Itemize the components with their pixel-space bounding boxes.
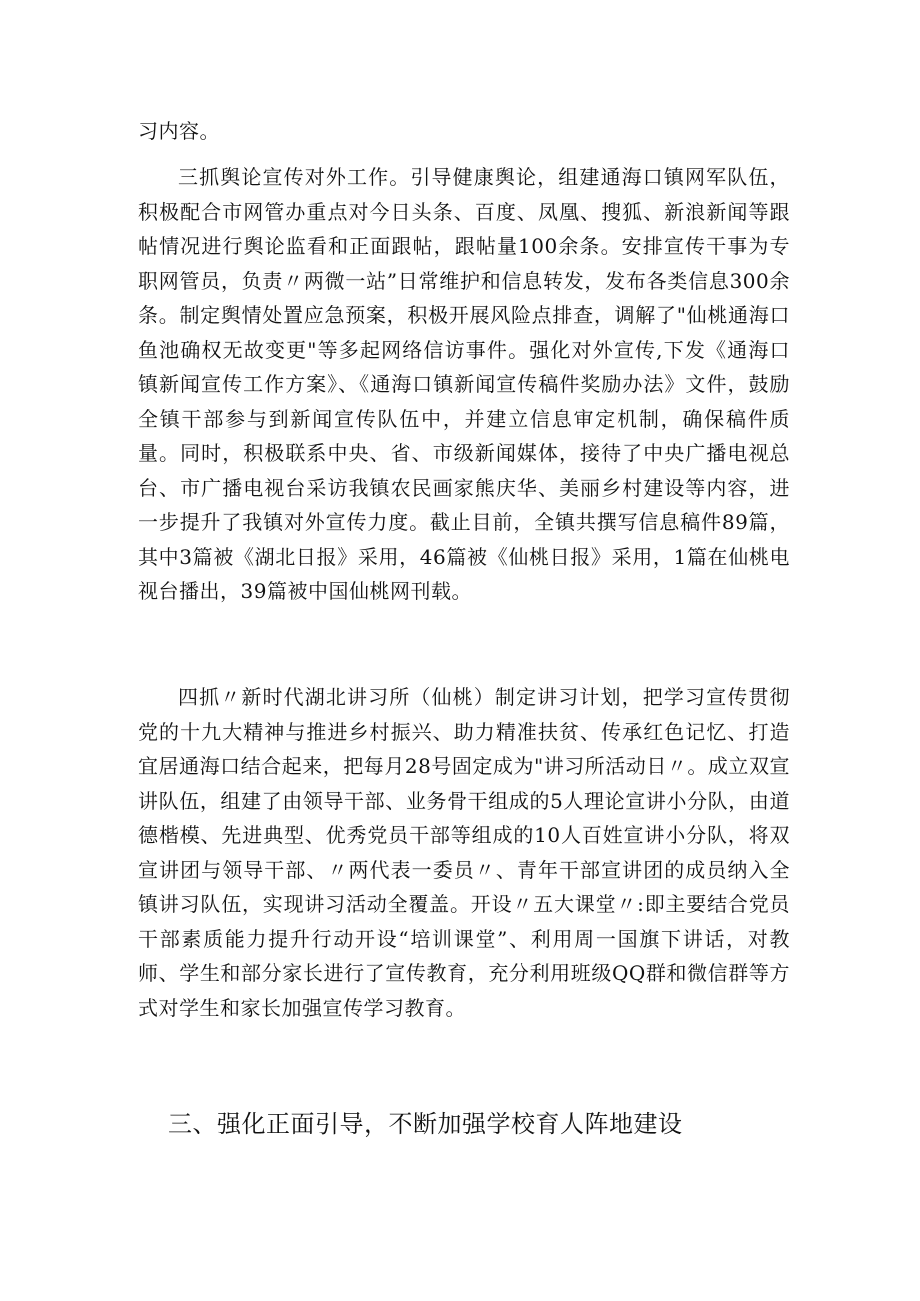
section-heading: 三、强化正面引导，不断加强学校育人阵地建设 <box>168 1110 683 1138</box>
paragraph-lecture-institute: 四抓〃新时代湖北讲习所（仙桃）制定讲习计划，把学习宣传贯彻党的十九大精神与推进乡村振兴、助力精准扶贫、传承红色记忆、打造宜居通海口结合起来，把每月28号固定成为"讲习所活动日〃。成立双宣讲队伍，组建了由领导干部、业务骨干组成的5人理论宣讲小分队，由道德楷模、先进典型、优秀党员干部等组成的10人百姓宣讲小分队，将双宣讲团与领导干部、〃两代表一委员〃、青年干部宣讲团的成员纳入全镇讲习队伍，实现讲习活动全覆盖。开设〃五大课堂〃:即主要结合党员干部素质能力提升行动开设“培训课堂”、利用周一国旗下讲话，对教师、学生和部分家长进行了宣传教育，充分利用班级QQ群和微信群等方式对学生和家长加强宣传学习教育。 <box>138 685 790 1020</box>
paragraph-continuation: 习内容。 <box>138 119 220 143</box>
paragraph-public-opinion: 三抓舆论宣传对外工作。引导健康舆论，组建通海口镇网军队伍，积极配合市网管办重点对今日头条、百度、凤凰、搜狐、新浪新闻等跟帖情况进行舆论监看和正面跟帖，跟帖量100余条。安排宣传干事为专职网管员，负责〃两微一站”日常维护和信息转发，发布各类信息300余条。制定舆情处置应急预案，积极开展风险点排查，调解了"仙桃通海口鱼池确权无故变更"等多起网络信访事件。强化对外宣传,下发《通海口镇新闻宣传工作方案》、《通海口镇新闻宣传稿件奖励办法》文件，鼓励全镇干部参与到新闻宣传队伍中，并建立信息审定机制，确保稿件质量。同时，积极联系中央、省、市级新闻媒体，接待了中央广播电视总台、市广播电视台采访我镇农民画家熊庆华、美丽乡村建设等内容，进一步提升了我镇对外宣传力度。截止目前，全镇共撰写信息稿件89篇，其中3篇被《湖北日报》采用，46篇被《仙桃日报》采用，1篇在仙桃电视台播出，39篇被中国仙桃网刊载。 <box>138 165 790 603</box>
